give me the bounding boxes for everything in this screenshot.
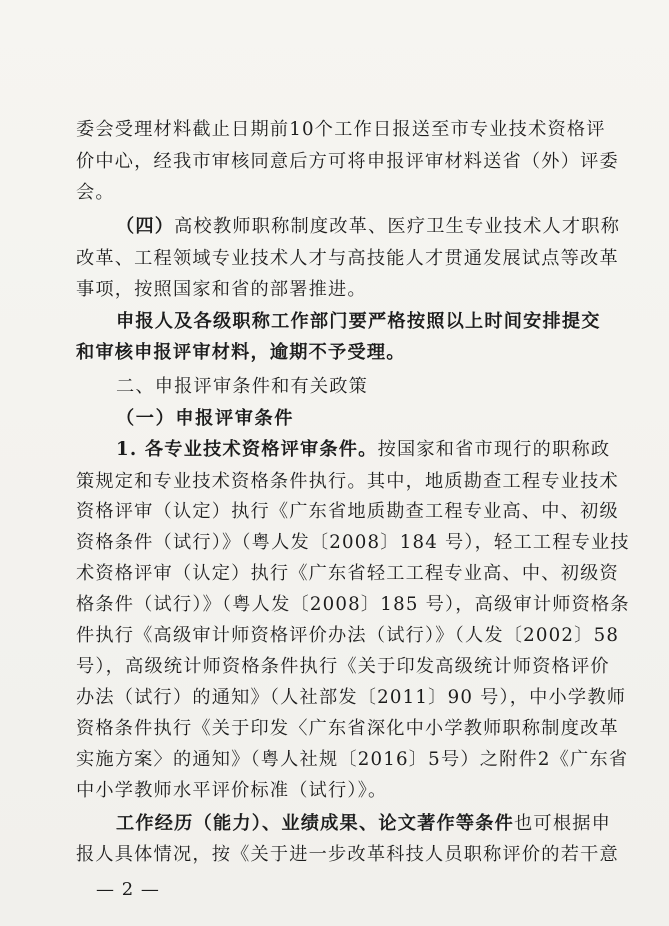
body-line: 办法（试行）的通知》（人社部发〔2011〕90 号），中小学教师 [76, 687, 627, 708]
conditions-line [116, 812, 611, 836]
body-line: 资格条件执行《关于印发〈广东省深化中小学教师职称制度改革 [76, 718, 619, 739]
emphasis-line: 申报人及各级职称工作部门要严格按照以上时间安排提交 [116, 311, 601, 332]
body-line: 事项，按照国家和省的部署推进。 [76, 279, 367, 300]
body-line: 资格评审（认定）执行《广东省地质勘查工程专业高、中、初级 [76, 501, 619, 522]
body-line: 会。 [76, 182, 115, 203]
paragraph-four-line [116, 215, 621, 239]
section-number-four: （四） [116, 216, 175, 237]
item-one-line [116, 438, 611, 462]
item-one-heading: 1. 各专业技术资格评审条件。 [116, 439, 378, 460]
paragraph-four-text: 高校教师职称制度改革、医疗卫生专业技术人才职称 [174, 216, 621, 237]
emphasis-line: 和审核申报评审材料，逾期不予受理。 [76, 342, 406, 363]
body-line: 件执行《高级审计师资格评价办法（试行）》（人发〔2002〕58 [76, 625, 620, 646]
body-line: 术资格评审（认定）执行《广东省轻工工程专业高、中、初级资 [76, 563, 619, 584]
body-line: 实施方案〉的通知》（粤人社规〔2016〕5号）之附件2《广东省 [76, 749, 629, 770]
body-line: 改革、工程领域专业技术人才与高技能人才贯通发展试点等改革 [76, 248, 619, 269]
body-line: 价中心，经我市审核同意后方可将申报评审材料送省（外）评委 [76, 151, 619, 172]
conditions-heading: 工作经历（能力）、业绩成果、论文著作等条件 [116, 813, 515, 834]
item-one-text: 按国家和省市现行的职称政 [377, 439, 611, 460]
conditions-text: 也可根据申 [514, 813, 611, 834]
body-line: 号），高级统计师资格条件执行《关于印发高级统计师资格评价 [76, 656, 610, 677]
body-line: 策规定和专业技术资格条件执行。其中，地质勘查工程专业技术 [76, 471, 619, 492]
page-number: — 2 — [96, 879, 160, 900]
section-heading: 二、申报评审条件和有关政策 [116, 376, 369, 397]
body-line: 报人具体情况，按《关于进一步改革科技人员职称评价的若干意 [76, 844, 619, 865]
body-line: 委会受理材料截止日期前10个工作日报送至市专业技术资格评 [76, 119, 606, 140]
body-line: 中小学教师水平评价标准（试行）》。 [76, 780, 388, 801]
body-line: 格条件（试行）》（粤人发〔2008〕185 号），高级审计师资格条 [76, 594, 630, 615]
body-line: 资格条件（试行）》（粤人发〔2008〕184 号），轻工工程专业技 [76, 532, 630, 553]
subsection-heading: （一）申报评审条件 [116, 408, 295, 429]
